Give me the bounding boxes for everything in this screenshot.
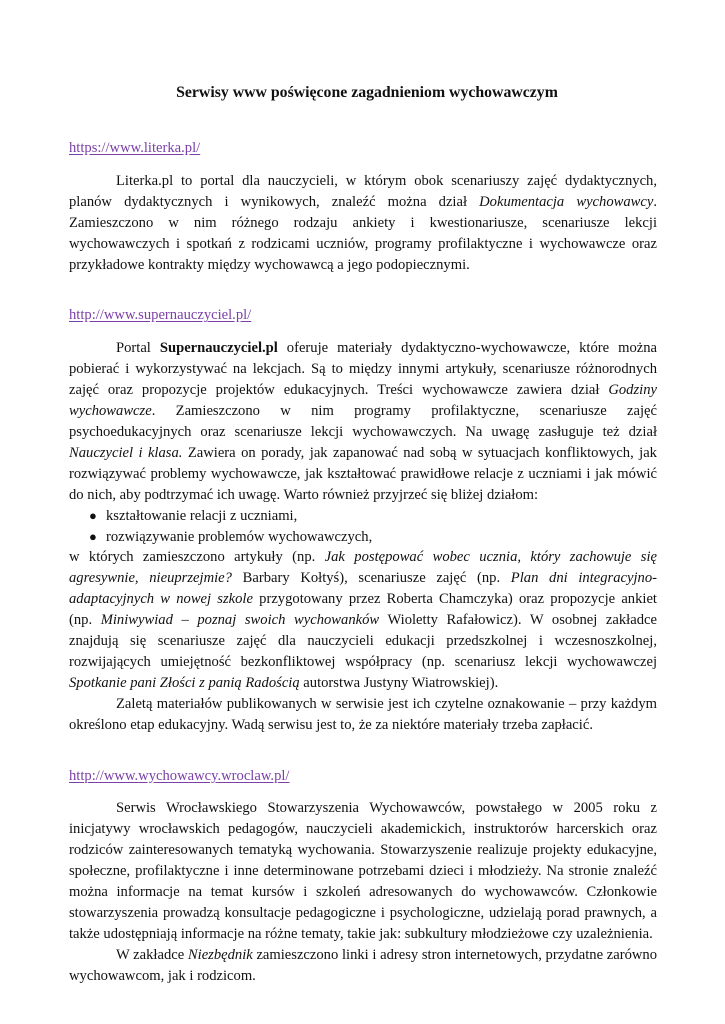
bullet-icon: ●	[89, 507, 97, 523]
paragraph-supernauczyciel-articles: w których zamieszczono artykuły (np. Jak postępować wobec ucznia, który zachowuje się agresywnie, nieuprzejmie? Barbary Kołtyś), scenariusze zajęć (np. Plan dni integracyjno-adaptacyjnych w nowej szkole przygotowany przez Roberta Chamczyka) oraz propozycje ankiet (np. Miniwywiad – poznaj swoich wychowanków Wioletty Rafałowicz). W osobnej zakładce znajdują się scenariusze zajęć dla nauczycieli edukacji przedszkolnej i wczesnoszkolnej, rozwijających umiejętność bezkonfliktowej współpracy (np. scenariusz lekcji wychowawczej Spotkanie pani Złości z panią Radością autorstwa Justyny Wiatrowskiej).	[69, 549, 658, 691]
bullet-list	[69, 506, 657, 548]
paragraph-literka: Literka.pl to portal dla nauczycieli, w którym obok scenariuszy zajęć dydaktycznych, planów dydaktycznych i wynikowych, znaleźć można dział Dokumentacja wychowawcy. Zamieszczono w nim różnego rodzaju ankiety i kwestionariusze, scenariusze lekcji wychowawczych i spotkań z rodzicami uczniów, programy profilaktyczne i wychowawcze oraz przykładowe kontrakty między wychowawcą a jego podopiecznymi.	[69, 172, 657, 273]
link-wychowawcy-wroclaw[interactable]: http://www.wychowawcy.wroclaw.pl/	[69, 767, 290, 784]
paragraph-supernauczyciel-intro: Portal Supernauczyciel.pl oferuje materiały dydaktyczno-wychowawcze, które można pobierać i wykorzystywać na lekcjach. Są to między innymi artykuły, scenariusze różnorodnych zajęć oraz propozycje projektów edukacyjnych. Treści wychowawcze zawiera dział Godziny wychowawcze. Zamieszczono w nim programy profilaktyczne, scenariusze zajęć psychoedukacyjnych oraz scenariusze lekcji wychowawczych. Na uwagę zasługuje też dział Nauczyciel i klasa. Zawiera on porady, jak zapanować nad sobą w sytuacjach konfliktowych, jak rozwiązywać problemy wychowawcze, jak kształtować prawidłowe relacje z uczniami i jak mówić do nich, aby podtrzymać ich uwagę. Warto również przyjrzeć się bliżej działom:	[69, 340, 657, 503]
link-literka[interactable]: https://www.literka.pl/	[69, 140, 201, 156]
list-item: ● kształtowanie relacji z uczniami,	[69, 506, 657, 527]
paragraph-wychowawcy-niezbednik: W zakładce Niezbędnik zamieszczono linki i adresy stron internetowych, przydatne zarówno wychowawcom, jak i rodzicom.	[69, 946, 657, 984]
bullet-icon: ●	[89, 528, 97, 544]
link-supernauczyciel[interactable]: http://www.supernauczyciel.pl/	[69, 307, 252, 324]
document-content	[69, 82, 657, 987]
list-item: ● rozwiązywanie problemów wychowawczych,	[69, 527, 657, 548]
paragraph-wychowawcy-intro: Serwis Wrocławskiego Stowarzyszenia Wychowawców, powstałego w 2005 roku z inicjatywy wrocławskich pedagogów, nauczycieli akademickich, instruktorów harcerskich oraz rodziców zainteresowanych tematyką wychowania. Stowarzyszenie realizuje projekty edukacyjne, społeczne, profilaktyczne i inne determinowane potrzebami dzieci i młodzieży. Na stronie znaleźć można informacje na temat kursów i szkoleń adresowanych do wychowawców. Członkowie stowarzyszenia prowadzą konsultacje pedagogiczne i psychologiczne, udzielają porad prawnych, a także udostępniają informacje na różne tematy, takie jak: subkultury młodzieżowe czy uzależnienia.	[69, 800, 657, 942]
page-title: Serwisy www poświęcone zagadnieniom wychowawczym	[176, 84, 558, 101]
paragraph-supernauczyciel-summary: Zaletą materiałów publikowanych w serwisie jest ich czytelne oznakowanie – przy każdym określono etap edukacyjny. Wadą serwisu jest to, że za niektóre materiały trzeba zapłacić.	[69, 695, 657, 733]
